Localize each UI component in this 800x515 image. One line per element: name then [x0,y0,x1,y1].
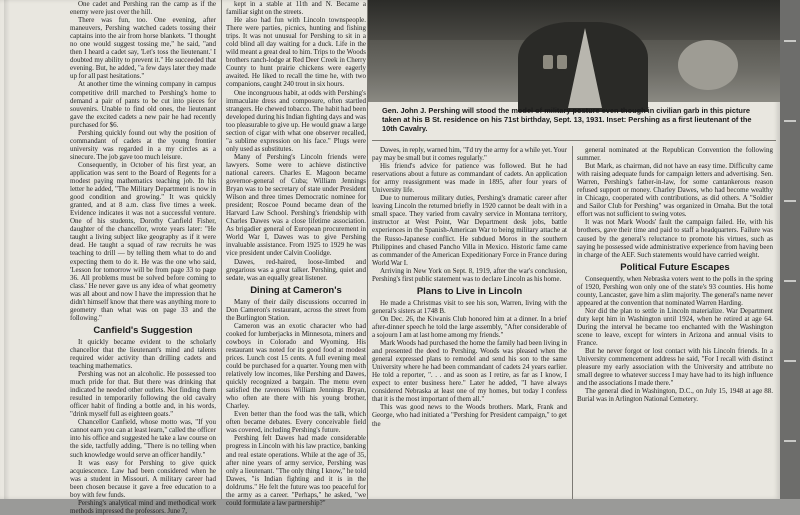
article-paragraph: Even better than the food was the talk, which often became debates. Every conceivable field was covered, including Pershing's future. [226,410,366,435]
subhead-political-future-escapes: Political Future Escapes [620,261,730,273]
column-4-top-text [577,146,773,259]
page-fold-shadow [4,0,10,499]
column-4-bottom-text [577,275,773,404]
article-paragraph: Cameron was an exotic character who had cooked for lumberjacks in Minnesota, miners and cowboys in Colorado and Wyoming. His restaurant was noted for its good food at modest prices. Lunch cost 15 cents. A full evening meal could be purchased for a quarter. Young men with relatively low incomes, like Pershing and Dawes, quickly recognized a bargain. The menu even satisfied the ravenous William Jennings Bryan, who often ate there with his young brother, Charley. [226,321,366,411]
column-2-bottom-text [226,298,366,507]
article-paragraph: One incongruous habit, at odds with Pershing's immaculate dress and composure, often startled strangers. He chewed tobacco. The habit had been developed during his Indian fighting days and was too pleasurable to give up. He would gnaw a large section of cigar with what one observer recalled, "a sublime expression on his face." Plugs were only used as substitutes. [226,88,366,153]
photo-hand [678,40,738,90]
article-paragraph: Chancellor Canfield, whose motto was, "If you cannot earn you can at least learn," called the officer into his office and suggested he take a law course on the side, tactfully adding, "There is no telling when such knowledge would serve an officer handily." [70,418,216,459]
article-paragraph: Arriving in New York on Sept. 8, 1919, after the war's conclusion, Pershing's first public statement was to declare Lincoln as his home. [372,266,567,283]
article-paragraph: Many of their daily discussions occurred in Don Cameron's restaurant, across the street from the Burlington Station. [226,297,366,322]
scanner-edge-strip [780,0,800,499]
article-paragraph: Dawes, red-haired, loose-limbed and gregarious was a great talker. Pershing, quiet and sedate, was an equally great listener. [226,257,366,282]
article-paragraph: Pershing's analytical mind and methodical work methods impressed the professors. June 7, [70,498,216,515]
column-3-top-text [372,146,567,283]
subhead-plans-to-live-in-lincoln: Plans to Live in Lincoln [416,285,523,297]
column-2-top-text [226,0,366,282]
column-1-top-text [70,0,216,322]
article-paragraph: It was easy for Pershing to give quick acquiescence. Law had been considered when he was a student in Missouri. A military career had been chosen because it gave a free education to a boy with few funds. [70,458,216,499]
article-paragraph: Due to numerous military duties, Pershing's dramatic career after leaving Lincoln the returned briefly in 1920 cannot be dealt with in a small space. They varied from cavalry service in Montana territory, instructor at West Point, War Department desk jobs, battle experiences in the Spanish-American War to being military attache at the Russo-Japanese conflict. He subdued Moros in the southern Philippines and chased Pancho Villa in Mexico. Historic fame came as commander of the American Expeditionary Force in France during World War I. [372,194,567,267]
article-paragraph: general nominated at the Republican Convention the following summer. [577,146,773,163]
caption-rule [372,140,776,141]
article-paragraph: This was good news to the Woods brothers. Mark, Frank and George, who had initiated a "Pershing for President campaign," to get the [372,403,567,428]
article-paragraph: His friend's advice for patience was followed. But he had reservations about a future as commandant of cadets. An application for army reassignment was made in 1895, after four years of University life. [372,162,567,195]
article-paragraph: On Dec. 26, the Kiwanis Club honored him at a dinner. In a brief after-dinner speech he told the large assembly, "After considerable of a sojourn I am at last home among my friends." [372,314,567,339]
article-paragraph: He made a Christmas visit to see his son, Warren, living with the general's sisters at 1748 B. [372,298,567,315]
article-paragraph: The general died in Washington, D.C., on July 15, 1948 at age 88. Burial was in Arlington National Cemetery. [577,387,773,404]
article-column-1 [70,0,216,515]
article-paragraph: But Mark, as chairman, did not have an easy time. Difficulty came with raising adequate funds for campaign letters and advertising. Sen. Warren, Pershing's father-in-law, for some cantankerous reason refused support or money. Charley Dawes, who had become wealthy in Chicago, cooperated with contributions, as did others. A "Soldier and Sailor Club for Pershing" was organized in Omaha. But the total effort was not sufficient to swing votes. [577,162,773,219]
column-rule-1 [221,0,222,499]
article-paragraph: Many of Pershing's Lincoln friends were lawyers. Some were to achieve distinctive national careers. Charles E. Magoon became governor-general of Cuba; William Jennings Bryan was to be secretary of state under President Wilson and three times Democratic nominee for president; Roscoe Pound became dean of the Harvard Law School. Pershing's friendship with Charles Dawes was a close lifetime association. As brigadier general of European procurement in World War I, Dawes was to give Pershing invaluable assistance. From 1925 to 1929 he was vice president under Calvin Coolidge. [226,152,366,258]
article-paragraph: Dawes, in reply, warned him, "I'd try the army for a while yet. Your pay may be small but it comes regularly." [372,146,567,163]
photo-caption: Gen. John J. Pershing will stood the model of military posture even though in civilian garb in this picture taken at his B St. residence on his 71st birthday, Sept. 13, 1931. Inset: Pershing as a first lieutenant of the 10th Cavalry. [382,106,752,134]
article-paragraph: One cadet and Pershing ran the camp as if the enemy were just over the hill. [70,0,216,17]
article-paragraph: He also had fun with Lincoln townspeople. There were parties, picnics, hunting and fishing trips. It was not unusual for Pershing to sit in a cold blind all day waiting for a duck. Life in the wild meant a great deal to him. Trips to the Woods brothers ranch-lodge at Red Deer Creek in Cherry County to hunt prairie chickens were eagerly awaited. He liked to recall the time he, with two companions, caught 240 trout in six hours. [226,16,366,89]
article-paragraph: There was fun, too. One evening, after maneuvers, Pershing watched cadets tossing their captains into the air from horse blankets. "I thought no one would suggest tossing me," he said, "and then I heard a cadet say, 'Let's toss the lieutenant.' I doubted my ability to prevent it." He succeeded that evening. But, he added, "a few days later they made up for all past hesitations." [70,16,216,81]
article-column-4 [577,146,773,499]
article-paragraph: Consequently, when Nebraska voters went to the polls in the spring of 1920, Pershing won only one of the state's 93 counties. His home county, Lancaster, gave him a slim majority. The general's name never appeared at the convention that nominated Warren Harding. [577,274,773,307]
article-paragraph: kept in a stable at 11th and N. Became a familiar sight on the streets. [226,0,366,17]
article-column-3 [372,146,567,499]
article-paragraph: Mark Woods had purchased the home the family had been living in and presented the deed to Pershing. Woods was pleased when the general expressed plans to remodel and send his son to the same University where he had been commandant of cadets 24 years earlier. He told a reporter, ". . . and as soon as I retire, as far as I know, I expect to enter business here." Later he added, "I have always considered Nebraska at least one of my homes, but today I confess that it is the most important of them all." [372,339,567,404]
pershing-photo [368,0,780,102]
subhead-canfields-suggestion: Canfield's Suggestion [93,324,193,336]
article-paragraph: But he never forgot or lost contact with his Lincoln friends. In a University commencement address he said, "For I recall with distinct pleasure my early association with the University and attribute no small degree to whatever success I may have had to its high influence and the associations I made there." [577,347,773,388]
article-paragraph: It was not Mark Woods' fault the campaign failed. He, with his brothers, gave their time and paid to staff a headquarters. Failure was caused by the general's reluctance to promote his virtues, such as saying he possessed wide administrative experience from having been in charge of the AEF. Such statements would have carried weight. [577,218,773,259]
subhead-dining-at-camerons: Dining at Cameron's [250,284,342,296]
article-paragraph: Pershing felt Dawes had made considerable progress in Lincoln with his law practice, banking and real estate operations. While at the age of 35, after nine years of army service, Pershing was only a lieutenant. "The only thing I know," he told Dawes, "is Indian fighting and it is in the doldrums." He felt the future was too peaceful for the army as a career. "Perhaps," he asked, "we could formulate a law partnership?" [226,434,366,507]
article-column-2 [226,0,366,507]
article-paragraph: At another time the winning company in campus competitive drill marched to Pershing's home to demand a pair of pants to be cut into pieces for souvenirs. Unable to find old ones, the lieutenant gave the excited cadets a new pair he had recently purchased for $6. [70,80,216,129]
article-paragraph: Consequently, in October of his first year, an application was sent to the Board of Regents for a modest paying mathematics teaching job. In his letter he added, "The Military Department is now in good condition and growing." It was quickly granted, and at 8 a.m. class five times a week. Evidence indicates it was not a successful venture. One of his students, Dorothy Canfield Fisher, daughter of the chancellor, wrote years later: "He taught a living subject like geography as if it were dead. He taught a squad of raw recruits he was teaching to drill — by telling them what to do and expecting them to do it. He was the one who said, 'Lesson for tomorrow will be from page 33 to page 36. All problems must be solved before coming to class.' He never gave us any idea of what geometry was all about and now I have the impression that he didn't himself know that there was anything more to geometry than what was on page 33 and the following." [70,160,216,322]
article-paragraph: Pershing was not an alcoholic. He possessed too much pride for that. But there was drinking that indicated he needed other outlets. Not finding them resulted in temporarily following the old cavalry officer habit of finding a bottle and, in his words, "drink myself full as eighteen goats." [70,370,216,419]
article-paragraph: It quickly became evident to the scholarly chancellor that the lieutenant's mind and talents required wider activity than drilling cadets and teaching mathematics. [70,337,216,371]
column-1-bottom-text [70,338,216,515]
column-rule-2 [367,0,368,499]
photo-ribbon [543,55,553,69]
column-3-bottom-text [372,299,567,428]
article-paragraph: Pershing quickly found out why the position of commandant of cadets at the young frontier university was regarded in a my circles as a sinecure. The job gave too much leisure. [70,128,216,161]
column-rule-3 [572,146,573,499]
photo-ribbon [557,55,567,69]
article-paragraph: Nor did the plan to settle in Lincoln materialize. War Department duty kept him in Washington until 1924, when he retired at age 64. During the interval he became too enchanted with the Washington scene to leave, except for winters in Arizona and annual visits to France. [577,306,773,348]
